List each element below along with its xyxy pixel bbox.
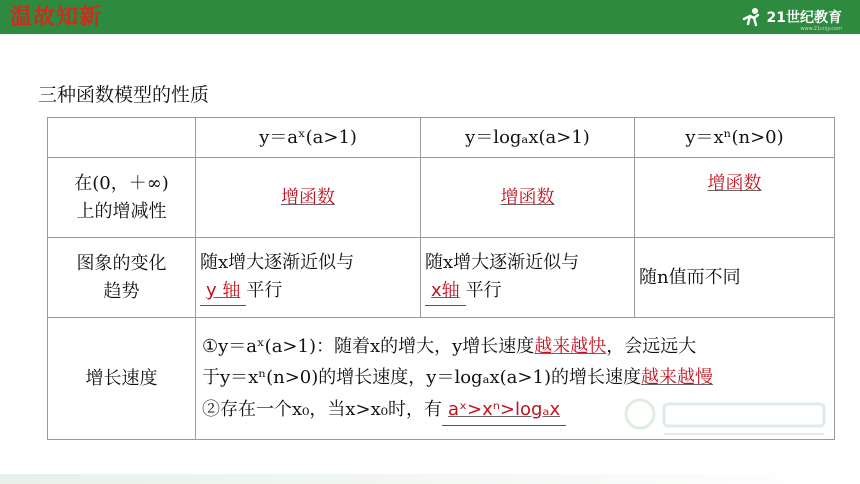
table-row-trend <box>48 238 835 318</box>
row-label-monotonicity <box>48 158 196 238</box>
cell-exp-trend <box>196 238 421 318</box>
answer-text: 越来越慢 <box>640 367 713 389</box>
section-title: 三种函数模型的性质 <box>38 84 210 106</box>
header-cell-empty <box>48 118 196 158</box>
cell-exp-monotonicity <box>196 158 421 238</box>
answer-text: 越来越快 <box>534 335 607 357</box>
row-label-trend <box>48 238 196 318</box>
cell-log-monotonicity <box>421 158 635 238</box>
row-label-line: 图象的变化 <box>76 252 167 274</box>
cell-text: ②存在一个x₀，当x>x₀时，有 <box>202 398 442 420</box>
header-cell-power: y＝xⁿ(n>0) <box>635 118 835 158</box>
cell-text: ，会远远大 <box>606 335 697 357</box>
logo-url: www.21cnjy.com <box>800 26 842 32</box>
properties-table <box>47 117 835 440</box>
bottom-decor-bar <box>0 474 860 484</box>
answer-text: 增函数 <box>707 173 762 194</box>
fill-blank <box>425 277 466 306</box>
answer-text: 增函数 <box>281 186 335 208</box>
row-label-growth: 增长速度 <box>48 318 196 440</box>
watermark-logo <box>620 396 830 440</box>
row-label-line: 上的增减性 <box>76 200 167 222</box>
header-cell-logarithmic: y＝logₐx(a>1) <box>421 118 635 158</box>
answer-text: y 轴 <box>206 280 241 301</box>
cell-text: 于y＝xⁿ(n>0)的增长速度，y＝logₐx(a>1)的增长速度 <box>202 367 641 389</box>
cell-text: 随x增大逐渐近似与 <box>425 252 580 274</box>
answer-text: aˣ>xⁿ>logₐx <box>447 398 561 420</box>
cell-text: ①y＝aˣ(a>1)：随着x的增大，y增长速度 <box>202 335 535 357</box>
header-bar <box>0 0 860 34</box>
header-cell-exponential: y＝aˣ(a>1) <box>196 118 421 158</box>
cell-log-trend <box>421 238 635 318</box>
table-header-row <box>48 118 835 158</box>
cell-text: 平行 <box>246 280 283 301</box>
cell-power-trend: 随n值而不同 <box>635 238 835 318</box>
header-title: 温故知新 <box>10 4 103 30</box>
cell-text: 随x增大逐渐近似与 <box>200 252 355 274</box>
row-label-line: 趋势 <box>103 280 140 302</box>
logo-text: 21世纪教育 <box>766 10 842 26</box>
table-row-monotonicity <box>48 158 835 238</box>
fill-blank <box>442 394 566 427</box>
fill-blank <box>200 277 246 306</box>
answer-text: x轴 <box>431 280 460 301</box>
answer-text: 增函数 <box>500 186 555 208</box>
cell-text: 平行 <box>465 280 502 301</box>
brand-logo <box>741 4 842 30</box>
growth-line-1 <box>202 331 828 363</box>
row-label-line: 在(0，＋∞) <box>74 172 169 194</box>
cell-power-monotonicity <box>635 158 835 238</box>
growth-line-2 <box>202 362 828 394</box>
runner-icon <box>741 7 763 27</box>
